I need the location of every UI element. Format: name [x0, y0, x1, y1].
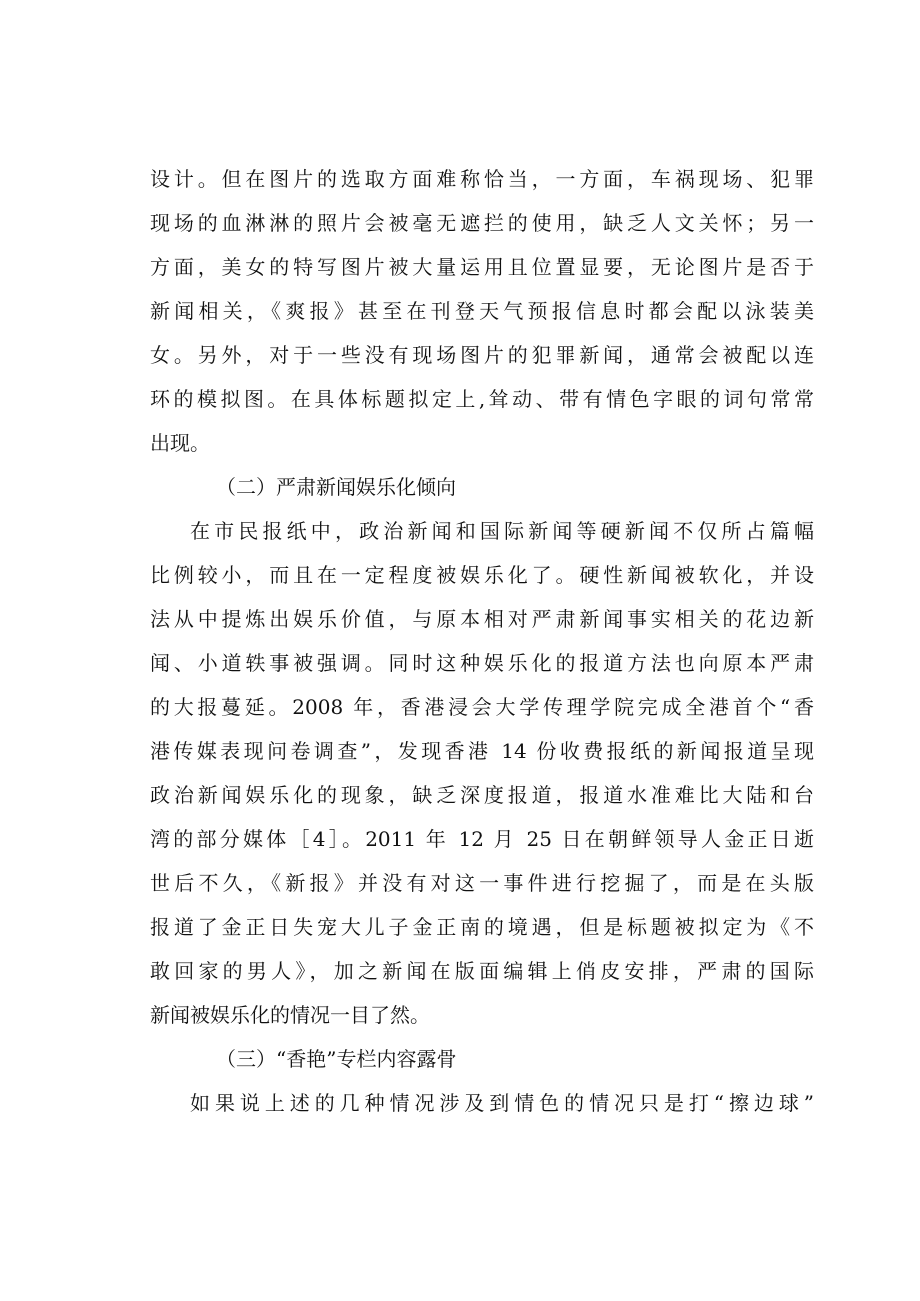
paragraph-column-content: [150, 1081, 814, 1125]
text-line: 闻、小道轶事被强调。同时这种娱乐化的报道方法也向原本严肃: [150, 651, 814, 675]
text-line: 新闻被娱乐化的情况一目了然。: [150, 1003, 430, 1027]
paragraph-serious-news: [150, 509, 814, 1037]
text-line: 出现。: [150, 431, 210, 455]
text-line: 港传媒表现问卷调查”，发现香港 14 份收费报纸的新闻报道呈现: [150, 739, 814, 763]
text-line: 报道了金正日失宠大儿子金正南的境遇，但是标题被拟定为《不: [150, 915, 814, 939]
text-line: 法从中提炼出娱乐价值，与原本相对严肃新闻事实相关的花边新: [150, 607, 814, 631]
text-line: 现场的血淋淋的照片会被毫无遮拦的使用，缺乏人文关怀；另一: [150, 211, 814, 235]
text-line: 新闻相关，《爽报》甚至在刊登天气预报信息时都会配以泳装美: [150, 299, 814, 323]
text-line: 方面，美女的特写图片被大量运用且位置显要，无论图片是否于: [150, 255, 814, 279]
section-heading-serious-news: （二）严肃新闻娱乐化倾向: [216, 475, 456, 499]
text-line: 敢回家的男人》，加之新闻在版面编辑上俏皮安排，严肃的国际: [150, 959, 814, 983]
text-line: 女。另外，对于一些没有现场图片的犯罪新闻，通常会被配以连: [150, 343, 814, 367]
text-line: 如果说上述的几种情况涉及到情色的情况只是打“擦边球”: [190, 1091, 814, 1115]
paragraph-image-selection: [150, 157, 814, 465]
text-line: 在市民报纸中，政治新闻和国际新闻等硬新闻不仅所占篇幅: [190, 519, 814, 543]
text-line: 设计。但在图片的选取方面难称恰当，一方面，车祸现场、犯罪: [150, 167, 814, 191]
text-line: 湾的部分媒体［4］。2011 年 12 月 25 日在朝鲜领导人金正日逝: [150, 827, 814, 851]
text-line: 环的模拟图。在具体标题拟定上,耸动、带有情色字眼的词句常常: [150, 387, 814, 411]
section-heading-column-content: （三）“香艳”专栏内容露骨: [216, 1047, 457, 1071]
text-line: 世后不久，《新报》并没有对这一事件进行挖掘了，而是在头版: [150, 871, 814, 895]
text-line: 比例较小，而且在一定程度被娱乐化了。硬性新闻被软化，并设: [150, 563, 814, 587]
text-line: 的大报蔓延。2008 年，香港浸会大学传理学院完成全港首个“香: [150, 695, 814, 719]
document-body: [150, 157, 814, 1125]
text-line: 政治新闻娱乐化的现象，缺乏深度报道，报道水准难比大陆和台: [150, 783, 814, 807]
